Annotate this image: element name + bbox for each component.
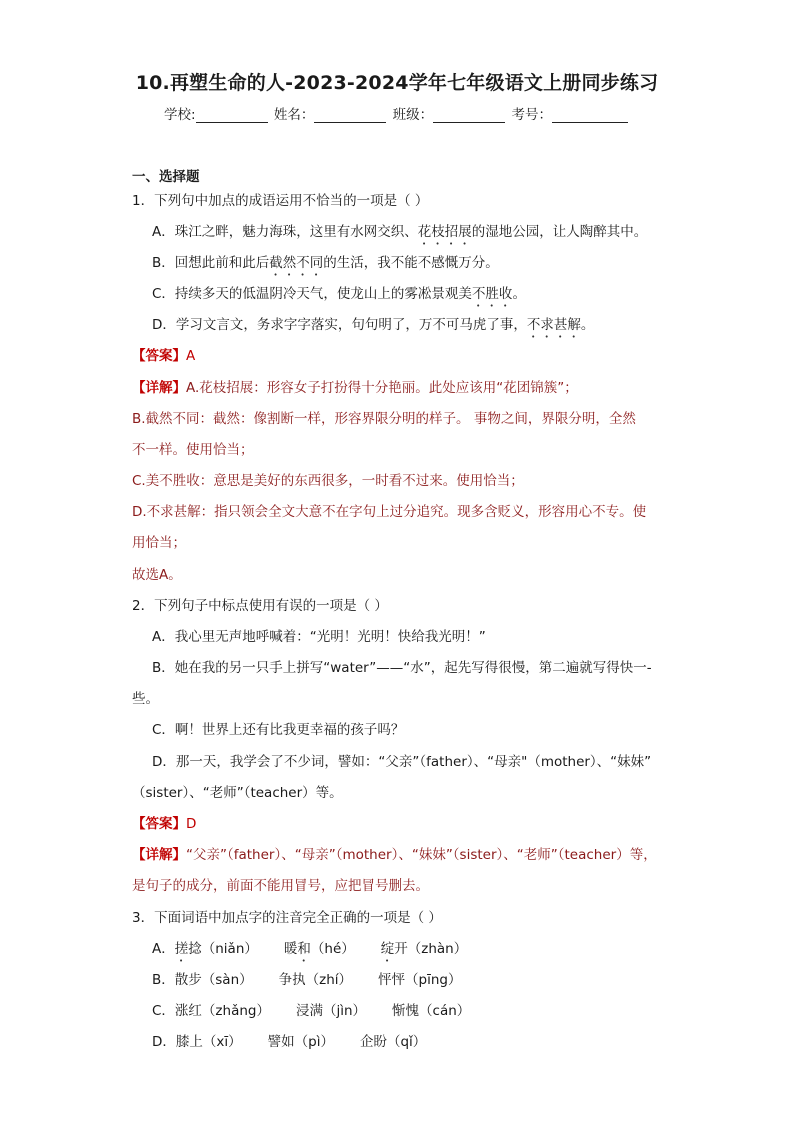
exam-no-label: 考号：	[511, 107, 552, 123]
q1-detail-line: 【详解】A.花枝招展：形容女子打扮得十分艳丽。此处应该用“花团锦簇”；	[132, 380, 578, 396]
q2-answer	[132, 815, 196, 833]
q1-option-c: C．持续多天的低温阴冷天气，使龙山上的雾凇景观美不胜收。	[152, 286, 526, 302]
q1-detail-line: 故选A。	[132, 567, 182, 583]
q3-option-d: D．膝上（xī） 譬如（pì） 企盼（qǐ）	[152, 1034, 427, 1050]
section-title: 一、选择题	[132, 169, 200, 185]
q2-detail-line: 是句子的成分，前面不能用冒号，应把冒号删去。	[132, 878, 429, 894]
q2-option-c: C．啊！世界上还有比我更幸福的孩子吗？	[152, 722, 405, 738]
q2-option-d: D．那一天，我学会了不少词，譬如：“父亲”（father）、“母亲"（mother）、“妹妹”	[152, 754, 652, 770]
q2-option-a: A．我心里无声地呼喊着：“光明！光明！快给我光明！”	[152, 629, 486, 645]
q1-detail-line: 用恰当；	[132, 535, 186, 551]
document-title: 10.再塑生命的人-2023-2024学年七年级语文上册同步练习	[135, 72, 659, 94]
exam-no-blank[interactable]	[552, 108, 628, 123]
q3-stem: 3．下面词语中加点字的注音完全正确的一项是（ ）	[132, 910, 442, 926]
q2-stem: 2．下列句子中标点使用有误的一项是（ ）	[132, 598, 388, 614]
q1-detail-line: 不一样。使用恰当；	[132, 442, 254, 458]
school-label: 学校:	[164, 107, 196, 123]
answer-tag: 【答案】	[132, 816, 186, 832]
name-label: 姓名：	[273, 107, 315, 123]
q2-detail-line: 【详解】“父亲”（father）、“母亲”（mother）、“妹妹”（sister）、“老师”（teacher）等，	[132, 847, 657, 863]
answer-value: D	[186, 816, 197, 832]
q3-option-a: A．搓捻（niǎn） 暖和（hé） 绽开（zhàn）	[152, 941, 468, 957]
q1-detail-line: B.截然不同：截然：像割断一样，形容界限分明的样子。 事物之间，界限分明，全然	[132, 411, 636, 427]
q1-option-d: D．学习文言文，务求字字落实，句句明了，万不可马虎了事，不求甚解。	[152, 317, 595, 333]
answer-value: A	[186, 348, 196, 364]
detail-tag: 【详解】	[132, 847, 186, 863]
q1-stem: 1．下列句中加点的成语运用不恰当的一项是（ ）	[132, 193, 429, 209]
q2-option-b-cont: 些。	[132, 691, 159, 707]
class-blank[interactable]	[433, 108, 505, 123]
q1-answer	[132, 347, 195, 365]
q2-option-b: B．她在我的另一只手上拼写“water”——“水”，起先写得很慢，第二遍就写得快一-	[152, 660, 652, 676]
q3-option-c: C．涨红（zhǎng） 浸满（jìn） 惭愧（cán）	[152, 1003, 471, 1019]
student-info-line	[0, 103, 794, 123]
name-blank[interactable]	[314, 108, 386, 123]
q1-option-b: B．回想此前和此后截然不同的生活，我不能不感慨万分。	[152, 255, 499, 271]
answer-tag: 【答案】	[132, 348, 186, 364]
q1-detail-line: C.美不胜收：意思是美好的东西很多，一时看不过来。使用恰当；	[132, 473, 524, 489]
q1-option-a: A．珠江之畔，魅力海珠，这里有水网交织、花枝招展的湿地公园，让人陶醉其中。	[152, 224, 648, 240]
detail-tag: 【详解】	[132, 380, 186, 396]
class-label: 班级：	[392, 107, 434, 123]
school-blank[interactable]	[196, 108, 268, 123]
q3-option-b: B．散步（sàn） 争执（zhí） 怦怦（pīng）	[152, 972, 462, 988]
q2-option-d-cont: （sister）、“老师”（teacher）等。	[132, 785, 343, 801]
q1-detail-line: D.不求甚解：指只领会全文大意不在字句上过分追究。现多含贬义，形容用心不专。使	[132, 504, 647, 520]
